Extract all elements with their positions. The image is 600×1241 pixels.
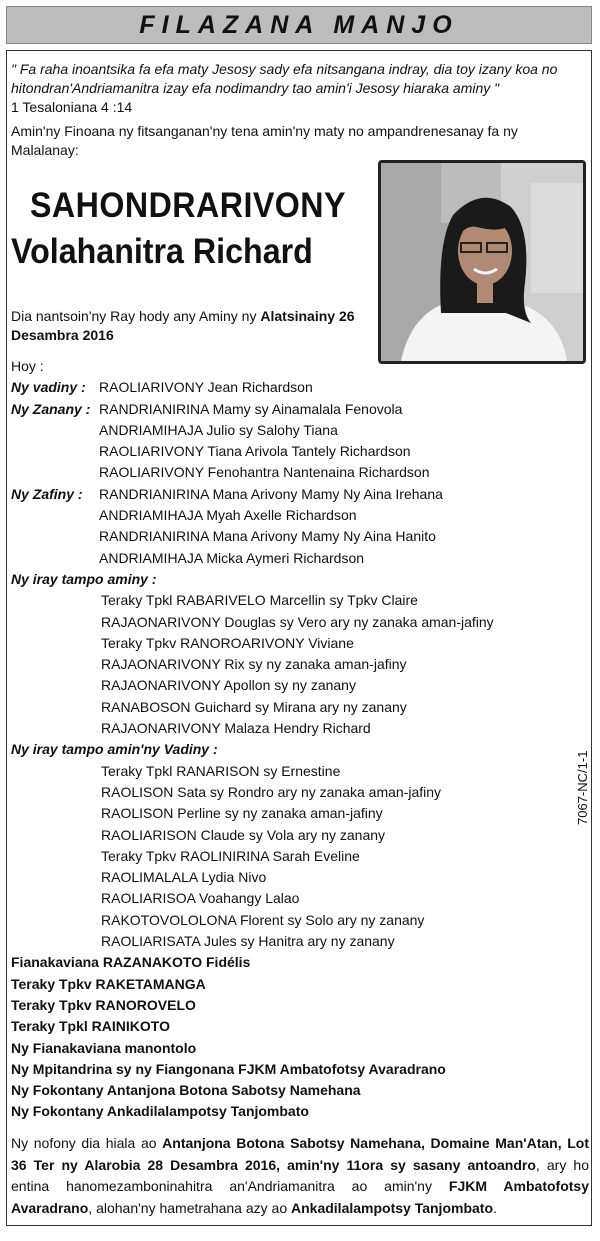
list-item: RAKOTOVOLOLONA Florent sy Solo ary ny zanany	[101, 911, 425, 928]
list-item: RAOLIMALALA Lydia Nivo	[101, 869, 267, 886]
list-item: RAJAONARIVONY Douglas sy Vero ary ny zanaka aman-jafiny	[101, 613, 494, 630]
list-item: Ny Fokontany Ankadilalampotsy Tanjombato	[11, 1103, 309, 1120]
tampo-label: Ny iray tampo aminy :	[11, 570, 157, 587]
list-item: RANDRIANIRINA Mana Arivony Mamy Ny Aina Irehana	[99, 485, 443, 502]
list-item: Teraky Tpkl RANARISON sy Ernestine	[101, 762, 341, 779]
list-item: RAOLIARIVONY Jean Richardson	[99, 379, 313, 396]
list-item: RAOLIARISATA Jules sy Hanitra ary ny zanany	[101, 933, 395, 950]
list-item: Ny Fianakaviana manontolo	[11, 1039, 197, 1056]
tampo-vady-label: Ny iray tampo amin'ny Vadiny :	[11, 741, 218, 758]
list-item: RAJAONARIVONY Rix sy ny zanaka aman-jafiny	[101, 656, 407, 673]
vady-row	[11, 377, 587, 398]
zafiny-label: Ny Zafiny :	[11, 485, 83, 502]
list-item: RANABOSON Guichard sy Mirana ary ny zanany	[101, 698, 407, 715]
list-item: Teraky Tpkv RAKETAMANGA	[11, 975, 206, 992]
list-item: RAOLIARIVONY Tiana Arivola Tantely Richardson	[99, 443, 411, 460]
list-item: Teraky Tpkv RANOROARIVONY Viviane	[101, 634, 354, 651]
list-item: ANDRIAMIHAJA Julio sy Salohy Tiana	[99, 421, 338, 438]
family-list	[11, 356, 587, 1123]
header-title: FILAZANA MANJO	[139, 10, 459, 39]
vady-label: Ny vadiny :	[11, 379, 86, 396]
closing-text: Ny nofony dia hiala ao	[11, 1135, 163, 1151]
closing-church: FJKM Ambatofotsy Avaradrano	[11, 1178, 589, 1216]
portrait-photo	[378, 160, 586, 364]
intro-text: Amin'ny Finoana ny fitsanganan'ny tena amin'ny maty no ampandrenesanay fa ny Malalanay:	[11, 123, 518, 158]
list-item: Ny Mpitandrina sy ny Fiangonana FJKM Ambatofotsy Avaradrano	[11, 1060, 446, 1077]
list-item: RAJAONARIVONY Apollon sy ny zanany	[101, 677, 356, 694]
zafiny-row	[11, 484, 587, 505]
hoy-line: Hoy :	[11, 358, 44, 374]
portrait-photo-icon	[381, 163, 583, 361]
list-item: Teraky Tpkv RANOROVELO	[11, 996, 196, 1013]
list-item: RAOLISON Perline sy ny zanaka aman-jafiny	[101, 805, 383, 822]
bible-reference: 1 Tesaloniana 4 :14	[11, 99, 133, 115]
zanany-label: Ny Zanany :	[11, 400, 91, 417]
list-item: Teraky Tpkv RAOLINIRINA Sarah Eveline	[101, 847, 360, 864]
list-item: RANDRIANIRINA Mamy sy Ainamalala Fenovola	[99, 400, 403, 417]
death-date: Alatsinainy 26 Desambra 2016	[11, 308, 355, 343]
zanany-row	[11, 399, 587, 420]
list-item: RAOLIARISON Claude sy Vola ary ny zanany	[101, 826, 386, 843]
deceased-surname: SAHONDRARIVONY	[30, 186, 346, 225]
death-announcement	[11, 307, 375, 345]
list-item: RAJAONARIVONY Malaza Hendry Richard	[101, 720, 371, 737]
closing-text: , alohan'ny hametrahana azy ao	[88, 1199, 291, 1216]
closing-place: Antanjona Botona Sabotsy Namehana, Domaine Man'Atan, Lot 36 Ter ny Alarobia 28 Desambra 2016, amin'ny 11ora sy sasany antoandro	[11, 1135, 589, 1173]
list-item: ANDRIAMIHAJA Micka Aymeri Richardson	[99, 549, 365, 566]
list-item: ANDRIAMIHAJA Myah Axelle Richardson	[99, 507, 357, 524]
list-item: Teraky Tpkl RABARIVELO Marcellin sy Tpkv Claire	[101, 592, 418, 609]
list-item: RANDRIANIRINA Mana Arivony Mamy Ny Aina Hanito	[99, 528, 436, 545]
header-banner	[6, 6, 592, 44]
list-item: Teraky Tpkl RAINIKOTO	[11, 1018, 170, 1035]
list-item: RAOLIARISOA Voahangy Lalao	[101, 890, 300, 907]
list-item: Ny Fokontany Antanjona Botona Sabotsy Namehana	[11, 1082, 361, 1099]
closing-burial: Ankadilalampotsy Tanjombato	[291, 1199, 493, 1216]
closing-paragraph	[11, 1133, 589, 1219]
death-prefix: Dia nantsoin'ny Ray hody any Aminy ny	[11, 308, 261, 324]
closing-text: .	[493, 1199, 497, 1216]
deceased-given-names: Volahanitra Richard	[11, 232, 313, 271]
list-item: RAOLISON Sata sy Rondro ary ny zanaka aman-jafiny	[101, 783, 442, 800]
list-item: RAOLIARIVONY Fenohantra Nantenaina Richardson	[99, 464, 430, 481]
reference-code: 7067-NC/1-1	[575, 750, 590, 825]
bible-quote: " Fa raha inoantsika fa efa maty Jesosy sady efa nitsangana indray, dia toy izany koa no hitondran'Andriamanitra izay efa nodimandry tao amin'i Jesosy hiaraka aminy "	[11, 61, 558, 96]
list-item: Fianakaviana RAZANAKOTO Fidélis	[11, 954, 251, 971]
closing-text: , ary ho entina hanomezamboninahitra an'Andriamanitra ao amin'ny	[11, 1156, 589, 1194]
